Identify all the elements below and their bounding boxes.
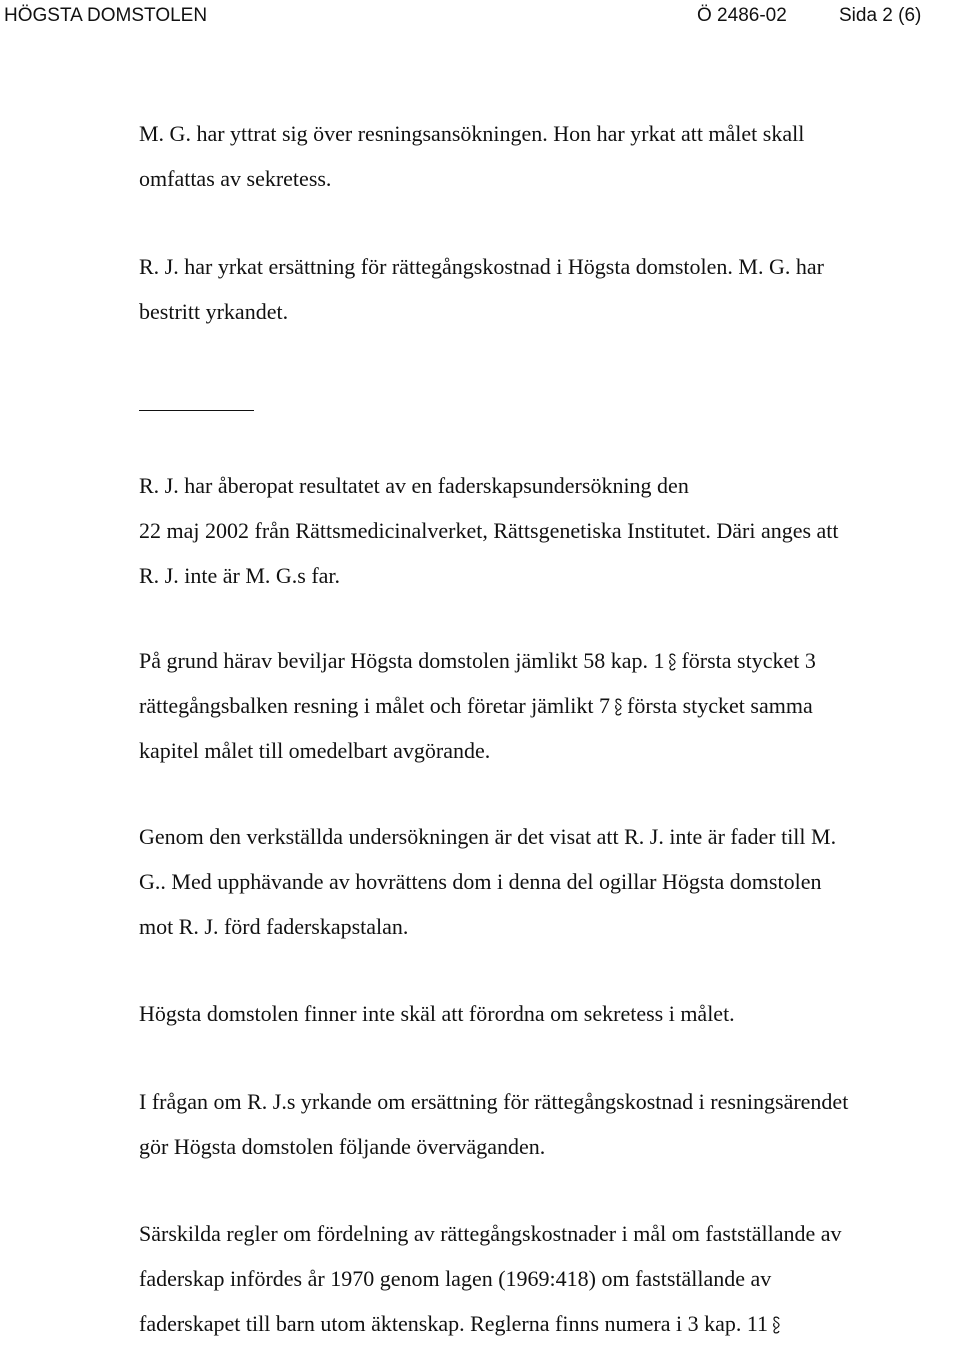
text-line <box>139 683 816 728</box>
line-text: första stycket samma <box>627 693 813 718</box>
paragraph-objection <box>139 111 804 201</box>
paragraph-special-rules <box>139 1211 842 1346</box>
page-header <box>0 0 960 34</box>
text-line: G.. Med upphävande av hovrättens dom i denna del ogillar Högsta domstolen <box>139 869 822 894</box>
paragraph-reopening-granted <box>139 638 816 773</box>
text-line: faderskap infördes år 1970 genom lagen (1969:418) om fastställande av <box>139 1266 772 1291</box>
text-line: 22 maj 2002 från Rättsmedicinalverket, Rättsgenetiska Institutet. Däri anges att <box>139 518 839 543</box>
text-line: omfattas av sekretess. <box>139 166 332 191</box>
case-number: Ö 2486-02 <box>697 5 787 26</box>
court-name: HÖGSTA DOMSTOLEN <box>4 5 208 26</box>
text-line: Genom den verkställda undersökningen är det visat att R. J. inte är fader till M. <box>139 824 837 849</box>
text-line: R. J. inte är M. G.s far. <box>139 563 341 588</box>
paragraph-costs-claim <box>139 244 824 334</box>
section-sign-icon <box>772 1315 781 1335</box>
text-line <box>139 1301 842 1346</box>
text-line: R. J. har yrkat ersättning för rättegångskostnad i Högsta domstolen. M. G. har <box>139 254 824 279</box>
paragraph-paternity-ruling <box>139 814 836 949</box>
line-text: första stycket 3 <box>681 648 816 673</box>
text-line: Högsta domstolen finner inte skäl att förordna om sekretess i målet. <box>139 1001 735 1026</box>
paragraph-secrecy <box>139 991 735 1036</box>
paragraph-paternity-test <box>139 463 839 598</box>
paragraph-costs-question <box>139 1079 848 1169</box>
section-sign-icon <box>668 652 677 672</box>
section-divider <box>139 410 254 411</box>
text-line: bestritt yrkandet. <box>139 299 289 324</box>
text-line: mot R. J. förd faderskapstalan. <box>139 914 409 939</box>
text-line: M. G. har yttrat sig över resningsansökningen. Hon har yrkat att målet skall <box>139 121 805 146</box>
text-line: Särskilda regler om fördelning av rättegångskostnader i mål om fastställande av <box>139 1221 842 1246</box>
page-number: Sida 2 (6) <box>839 5 922 26</box>
text-line: kapitel målet till omedelbart avgörande. <box>139 738 491 763</box>
line-text: rättegångsbalken resning i målet och företar jämlikt 7 <box>139 693 611 718</box>
text-line: R. J. har åberopat resultatet av en faderskapsundersökning den <box>139 473 689 498</box>
text-line: I frågan om R. J.s yrkande om ersättning för rättegångskostnad i resningsärendet <box>139 1089 849 1114</box>
line-text: På grund härav beviljar Högsta domstolen jämlikt 58 kap. 1 <box>139 648 665 673</box>
line-text: faderskapet till barn utom äktenskap. Reglerna finns numera i 3 kap. 11 <box>139 1311 769 1336</box>
section-sign-icon <box>614 697 623 717</box>
text-line: gör Högsta domstolen följande överväganden. <box>139 1134 546 1159</box>
text-line <box>139 638 816 683</box>
